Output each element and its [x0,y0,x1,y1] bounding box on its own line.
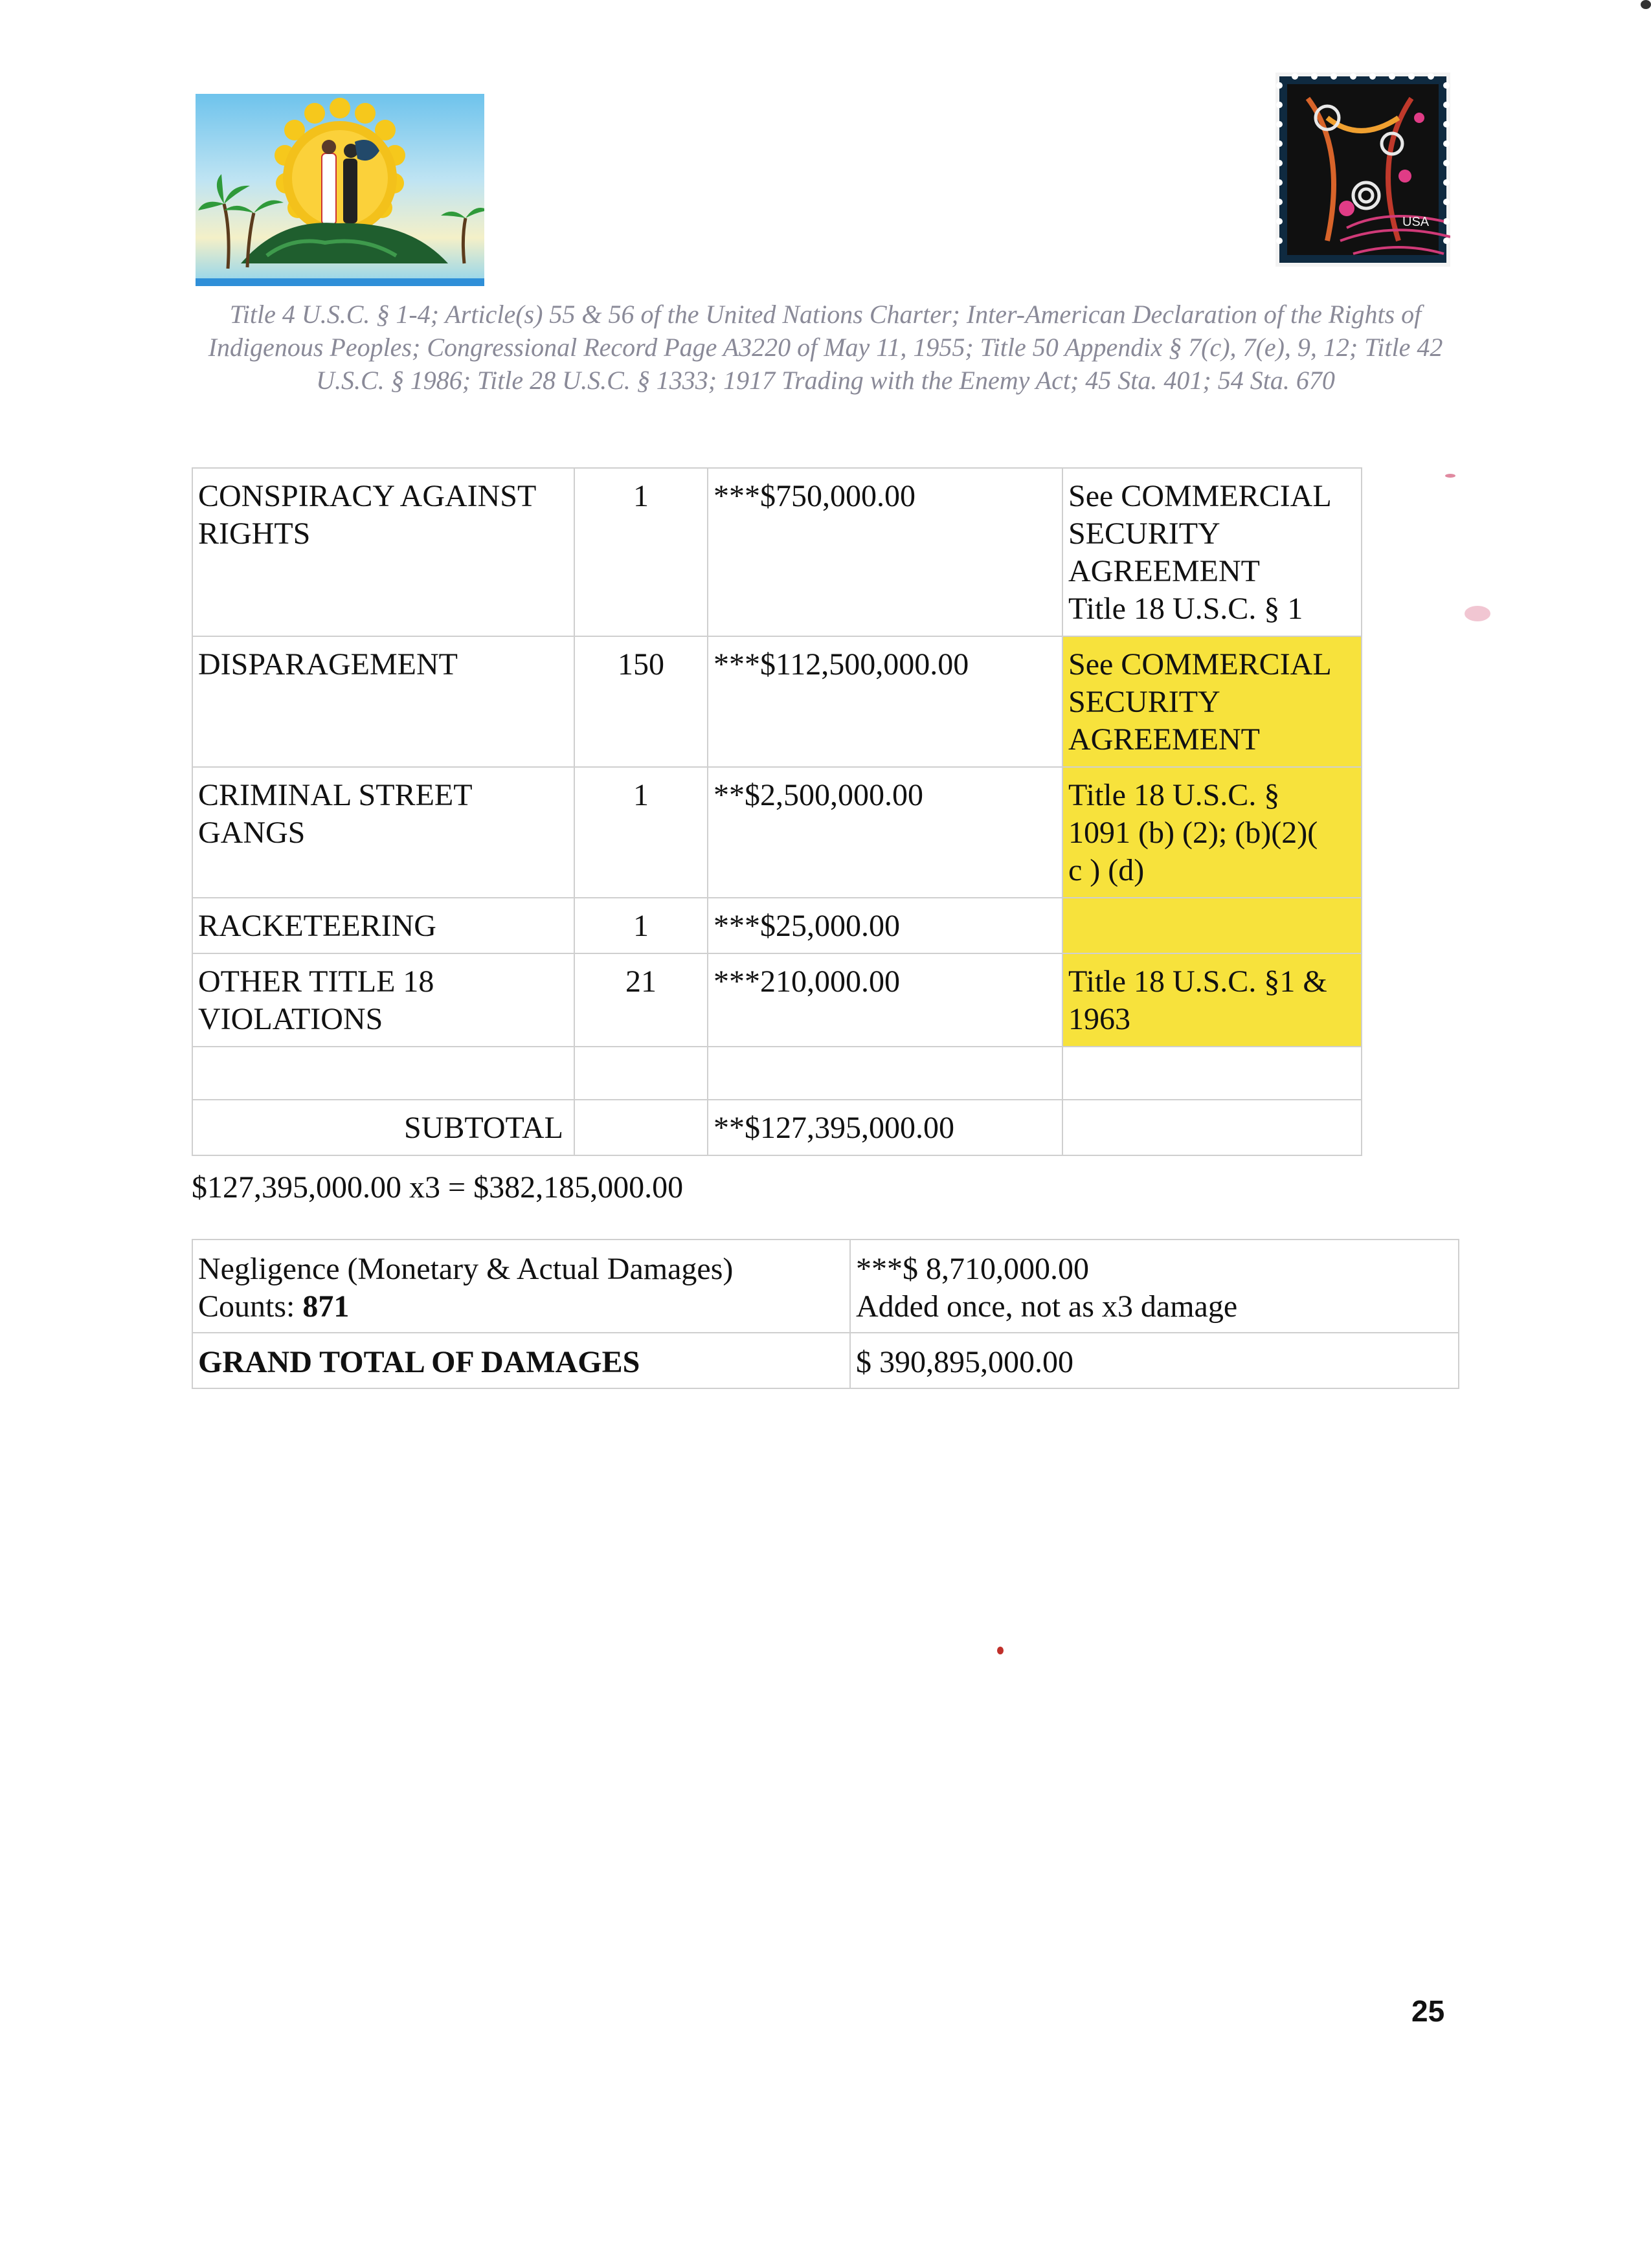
grand-total-row [192,1333,1459,1388]
counts-cell: 150 [574,636,708,767]
empty-cell [192,1047,574,1100]
stamp-country-label: USA [1402,215,1430,229]
empty-cell [574,1100,708,1155]
postage-stamp-image [1275,72,1450,267]
empty-cell [574,1047,708,1100]
reference-cell-highlighted [1062,953,1362,1047]
empty-table-row [192,1047,1362,1100]
counts-cell: 1 [574,468,708,636]
ink-speck [1445,474,1455,478]
reference-line: 1091 (b) (2); (b)(2)( [1068,816,1318,850]
reference-line: Title 18 U.S.C. § 1 [1068,592,1303,626]
reference-cell-highlighted [1062,767,1362,898]
reference-cell [1062,468,1362,636]
totals-table [192,1239,1459,1389]
amount-cell: ***$25,000.00 [708,898,1062,953]
flag-emblem-image [196,94,484,286]
reference-cell-highlighted [1062,898,1362,953]
table-row [192,636,1362,767]
negligence-row [192,1240,1459,1333]
reference-line: Title 18 U.S.C. §1 & [1068,964,1327,999]
reference-line: AGREEMENT [1068,722,1260,757]
negligence-amount-cell [850,1240,1459,1333]
table-row [192,767,1362,898]
amount-cell: ***$750,000.00 [708,468,1062,636]
negligence-description-cell [192,1240,850,1333]
empty-cell [1062,1047,1362,1100]
ink-speck [1465,606,1490,621]
grand-total-label: GRAND TOTAL OF DAMAGES [198,1345,640,1379]
reference-line: Title 18 U.S.C. § [1068,778,1280,812]
counts-value: 871 [302,1289,350,1324]
negligence-amount: ***$ 8,710,000.00 [856,1252,1089,1286]
ink-speck [1641,0,1651,9]
damages-table [192,467,1362,1156]
amount-cell: ***210,000.00 [708,953,1062,1047]
negligence-label: Negligence (Monetary & Actual Damages) [198,1252,734,1286]
table-row [192,468,1362,636]
subtotal-row [192,1100,1362,1155]
negligence-counts [198,1288,844,1326]
violation-cell: CRIMINAL STREET GANGS [192,767,574,898]
reference-line: SECURITY [1068,685,1220,719]
reference-line: AGREEMENT [1068,554,1260,588]
treble-damages-calculation: $127,395,000.00 x3 = $382,185,000.00 [192,1170,684,1205]
grand-total-amount: $ 390,895,000.00 [850,1333,1459,1388]
reference-line: c ) (d) [1068,853,1145,887]
violation-cell: OTHER TITLE 18 VIOLATIONS [192,953,574,1047]
legal-citation-header: Title 4 U.S.C. § 1-4; Article(s) 55 & 56 of the United Nations Charter; Inter-American Declaration of the Rights of Indigenous Peoples; Congressional Record Page A3220 of May 11, 1955; Title 50 Appendix § 7(c), 7(e), 9, 12; Title 42 U.S.C. § 1986; Title 28 U.S.C. § 1333; 1917 Trading with the Enemy Act; 45 Sta. 401; 54 Sta. 670 [208,300,1443,395]
amount-cell: ***$112,500,000.00 [708,636,1062,767]
counts-cell: 1 [574,898,708,953]
violation-cell: CONSPIRACY AGAINST RIGHTS [192,468,574,636]
reference-line: See COMMERCIAL [1068,479,1332,513]
subtotal-amount: **$127,395,000.00 [708,1100,1062,1155]
table-row [192,953,1362,1047]
empty-cell [708,1047,1062,1100]
counts-cell: 21 [574,953,708,1047]
reference-line: See COMMERCIAL [1068,647,1332,682]
amount-cell: **$2,500,000.00 [708,767,1062,898]
empty-cell [1062,1100,1362,1155]
reference-line: SECURITY [1068,517,1220,551]
page-number: 25 [1411,1994,1445,2028]
grand-total-label-cell [192,1333,850,1388]
reference-cell-highlighted [1062,636,1362,767]
table-row [192,898,1362,953]
negligence-note: Added once, not as x3 damage [856,1289,1238,1324]
subtotal-label: SUBTOTAL [192,1100,574,1155]
counts-cell: 1 [574,767,708,898]
violation-cell: RACKETEERING [192,898,574,953]
reference-line: 1963 [1068,1002,1130,1036]
counts-label: Counts: [198,1289,303,1324]
ink-speck [997,1647,1004,1654]
violation-cell: DISPARAGEMENT [192,636,574,767]
